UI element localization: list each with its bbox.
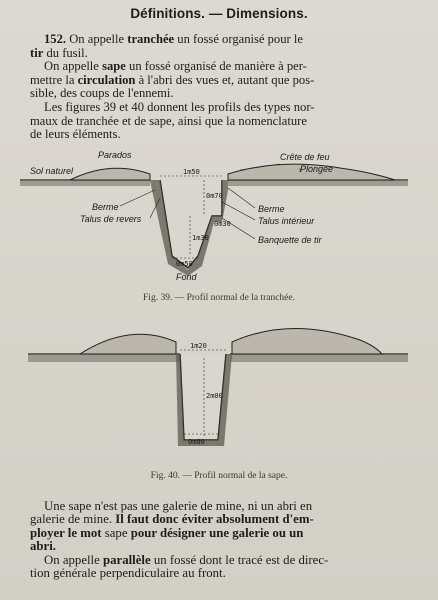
label-parados: Parados [98, 150, 132, 160]
term-tranchee: tranchée [127, 32, 175, 46]
term-circulation: circulation [77, 72, 136, 87]
label-plongee: Plongée [300, 164, 334, 174]
text-line: tion générale perpendiculaire au front. [30, 566, 226, 581]
text-line: abri. [30, 539, 56, 554]
text-line: de leurs éléments. [30, 127, 121, 142]
label-fond: Fond [176, 272, 197, 282]
text-line: tir du fusil. [30, 45, 88, 60]
paragraph-152 [30, 33, 408, 142]
label-talus-interieur: Talus intérieur [258, 216, 315, 226]
text-line: galerie de mine. Il faut donc éviter absolument d'em- [30, 512, 314, 527]
text-line: Une sape n'est pas une galerie de mine, ni un abri en [44, 499, 313, 513]
term-tir: tir [30, 45, 44, 60]
dim-top-width: 1m20 [190, 342, 207, 350]
label-berme-right: Berme [258, 204, 285, 214]
dim-top-width: 1m50 [183, 168, 200, 176]
term-sape: sape [102, 59, 126, 74]
term-sape: sape [104, 525, 128, 540]
figure-39-trench-profile [0, 146, 438, 286]
dim-depth-upper: 0m70 [206, 192, 223, 200]
dim-depth: 2m00 [206, 392, 223, 400]
dim-depth-lower: 1m30 [192, 234, 209, 242]
label-banquette-tir: Banquette de tir [258, 235, 322, 245]
text-line: maux de tranchée et de sape, ainsi que la nomenclature [30, 113, 307, 128]
bold-warning: Il faut donc éviter absolument d'em- [115, 512, 314, 527]
figure-40-sap-profile [0, 318, 438, 448]
text-line: ployer le mot sape pour désigner une galerie ou un [30, 525, 304, 540]
page-header: Définitions. — Dimensions. [130, 6, 308, 21]
paragraph-number: 152. [44, 32, 67, 46]
label-berme-left: Berme [92, 202, 119, 212]
dim-bank-height: 0m30 [214, 220, 231, 228]
paragraph-sape-definition [30, 500, 408, 580]
text-line: sible, des coups de l'ennemi. [30, 86, 174, 101]
dim-bottom-width: 0m80 [188, 438, 205, 446]
figure-40-caption: Fig. 40. — Profil normal de la sape. [150, 471, 288, 481]
text-line: 152. On appelle tranchée un fossé organisé pour le [44, 32, 303, 46]
text-line: On appelle parallèle un fossé dont le tracé est de direc- [44, 552, 329, 567]
dim-bottom-width: 0m50 [176, 260, 193, 268]
label-talus-revers: Talus de revers [80, 214, 142, 224]
figure-39-caption: Fig. 39. — Profil normal de la tranchée. [143, 293, 295, 303]
term-parallele: parallèle [103, 552, 151, 567]
text-line: mettre la circulation à l'abri des vues et, autant que pos- [30, 72, 315, 87]
text-line: On appelle sape un fossé organisé de manière à per- [44, 59, 307, 74]
label-sol-naturel: Sol naturel [30, 166, 74, 176]
label-crete-de-feu: Crête de feu [280, 152, 330, 162]
text-line: Les figures 39 et 40 donnent les profils des types nor- [44, 99, 315, 114]
